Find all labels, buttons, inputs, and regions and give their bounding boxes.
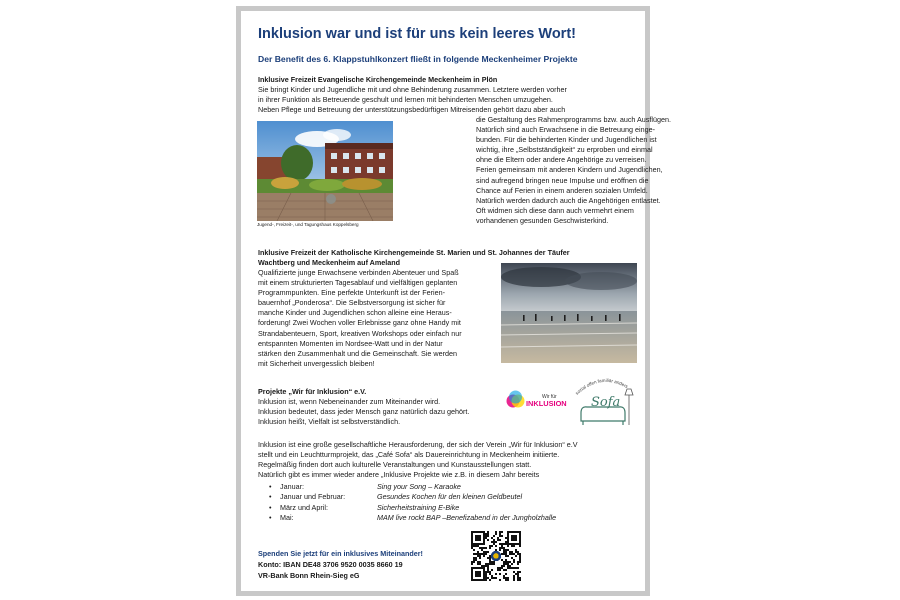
text-line: Natürlich gibt es immer wieder andere „Inklusive Projekte wie z.B. in diesem Jahr bereits: [258, 470, 540, 480]
cafe-sofa-logo: [571, 373, 635, 429]
event-title: Sing your Song – Karaoke: [377, 482, 461, 491]
text-line: Oft widmen sich diese dann auch vermehrt einem: [476, 205, 634, 215]
donation-call-to-action: Spenden Sie jetzt für ein inklusives Miteinander!: [258, 549, 423, 558]
text-line: mit einem strukturierten Tagesablauf und vielfältigen geplanten: [258, 278, 458, 288]
text-line: Natürlich werden dadurch auch die Angehörigen entlastet.: [476, 195, 661, 205]
text-line: sind aufregend bringen neue Impulse und eröffnen die: [476, 175, 649, 185]
section3-text: [258, 397, 469, 427]
text-line: Sie bringt Kinder und Jugendliche mit und ohne Behinderung zusammen. Letztere werden vorher: [258, 85, 567, 94]
list-item: [269, 492, 629, 502]
event-title: MAM live rockt BAP –Benefizabend in der Jungholzhalle: [377, 512, 557, 522]
ameland-beach-photo-graphic: [501, 263, 637, 363]
photo-caption: Jugend-, Freizeit-, und Tagungshaus Koppelsberg: [257, 222, 359, 227]
bank-name: VR-Bank Bonn Rhein-Sieg eG: [258, 571, 360, 580]
cafe-sofa-logo-graphic: [571, 373, 635, 429]
text-line: die Gestaltung des Rahmenprogramms bzw. auch Ausflügen.: [476, 115, 671, 124]
text-line: Strandabenteuern, Sport, kreativen Workshops oder einfach nur: [258, 328, 462, 338]
section2-text: [258, 268, 462, 369]
section4-text: [258, 440, 578, 480]
event-month: März und April:: [280, 502, 328, 512]
ameland-beach-photo: [501, 263, 637, 363]
list-item: [269, 503, 629, 513]
koppelsberg-photo: [257, 121, 393, 221]
text-line: in ihrer Funktion als Betreuende geschult und lernen mit behinderten Menschen umzugehen.: [258, 95, 553, 105]
text-line: mit Sicherheit unvergesslich bleiben!: [258, 358, 375, 368]
section1-intro: [258, 85, 567, 115]
text-line: entspannten Momenten im Nordsee-Watt und in der Natur: [258, 338, 443, 348]
list-item: [269, 482, 629, 492]
text-line: bauernhof „Ponderosa“. Die Selbstversorgung ist sicher für: [258, 298, 446, 308]
text-line: manche Kinder und Jugendlichen schon alleine eine Heraus-: [258, 308, 452, 318]
svg-text:Sofa: Sofa: [591, 395, 621, 410]
heading-line: Inklusive Freizeit der Katholische Kirchengemeinde St. Marien und St. Johannes der Täufer: [258, 248, 570, 257]
text-line: ohne die Eltern oder andere Angehörige zu verreisen.: [476, 155, 647, 165]
svg-text:INKLUSION: INKLUSION: [526, 399, 567, 408]
text-line: Inklusion heißt, Vielfalt ist selbstverständlich.: [258, 417, 401, 427]
page-title: Inklusion war und ist für uns kein leeres Wort!: [258, 26, 576, 42]
bullet-icon: •: [269, 512, 272, 522]
text-line: vorhandenen gesunden Geschwisterkind.: [476, 215, 609, 225]
page-subtitle: Der Benefit des 6. Klappstuhlkonzert fließt in folgende Meckenheimer Projekte: [258, 54, 578, 64]
text-line: bunden. Für die behinderten Kinder und Jugendlichen ist: [476, 135, 657, 145]
text-line: stärken den Zusammenhalt und die Gemeinschaft. Sie werden: [258, 348, 457, 358]
event-month: Januar:: [280, 482, 304, 491]
section1-text-right: [476, 115, 671, 226]
section1-heading: Inklusive Freizeit Evangelische Kirchengemeinde Meckenheim in Plön: [258, 75, 498, 84]
event-title: Gesundes Kochen für den kleinen Geldbeutel: [377, 492, 523, 502]
section3-heading: Projekte „Wir für Inklusion“ e.V.: [258, 387, 367, 396]
text-line: stellt und ein Leuchtturmprojekt, das „Café Sofa“ als Dauereinrichtung in Meckenheim initiierte.: [258, 450, 560, 460]
text-line: forderung! Zwei Wochen voller Erlebnisse ganz ohne Handy mit: [258, 318, 461, 328]
wir-fuer-inklusion-logo: [505, 388, 569, 414]
bullet-icon: •: [269, 502, 272, 512]
text-line: Programmpunkten. Eine perfekte Unterkunft ist der Ferien-: [258, 288, 445, 298]
koppelsberg-photo-graphic: [257, 121, 393, 221]
bullet-icon: •: [269, 492, 272, 502]
events-list: [269, 482, 629, 523]
text-line: Chance auf Ferien in einem anderen sozialen Umfeld.: [476, 185, 648, 195]
text-line: Inklusion ist eine große gesellschaftliche Herausforderung, der sich der Verein „Wir für Inklusion“ e.V: [258, 440, 578, 449]
flyer-page: [241, 11, 671, 591]
qr-code-graphic: [469, 529, 523, 583]
heading-line: Wachtberg und Meckenheim auf Ameland: [258, 258, 401, 267]
text-line: wichtig, ihre „Selbstständigkeit“ zu erproben und einmal: [476, 145, 653, 155]
text-line: Inklusion ist, wenn Nebeneinander zum Miteinander wird.: [258, 397, 441, 406]
qr-code[interactable]: [469, 529, 523, 583]
wir-fuer-inklusion-logo-graphic: [505, 388, 569, 414]
svg-text:Wir für: Wir für: [542, 394, 557, 400]
text-line: Qualifizierte junge Erwachsene verbinden Abenteuer und Spaß: [258, 268, 459, 277]
bank-account-iban: Konto: IBAN DE48 3706 9520 0035 8660 19: [258, 560, 403, 569]
text-line: Ferien gemeinsam mit anderen Kindern und Jugendlichen,: [476, 165, 663, 175]
bullet-icon: •: [269, 482, 272, 491]
text-line: Natürlich sind auch Erwachsene in die Betreuung einge-: [476, 125, 655, 135]
event-month: Mai:: [280, 512, 294, 522]
event-title: Sicherheitstraining E-Bike: [377, 502, 460, 512]
list-item: [269, 513, 629, 523]
svg-text:sozial offen familiär anders: sozial offen familiär anders: [574, 377, 629, 396]
text-line: Neben Pflege und Betreuung der unterstützungsbedürftigen Mitreisenden gehört dazu aber auch: [258, 105, 566, 115]
event-month: Januar und Februar:: [280, 492, 346, 502]
text-line: Regelmäßig finden dort auch kulturelle Veranstaltungen und Kunstausstellungen statt.: [258, 460, 532, 470]
text-line: Inklusion bedeutet, dass jeder Mensch ganz natürlich dazu gehört.: [258, 407, 470, 417]
